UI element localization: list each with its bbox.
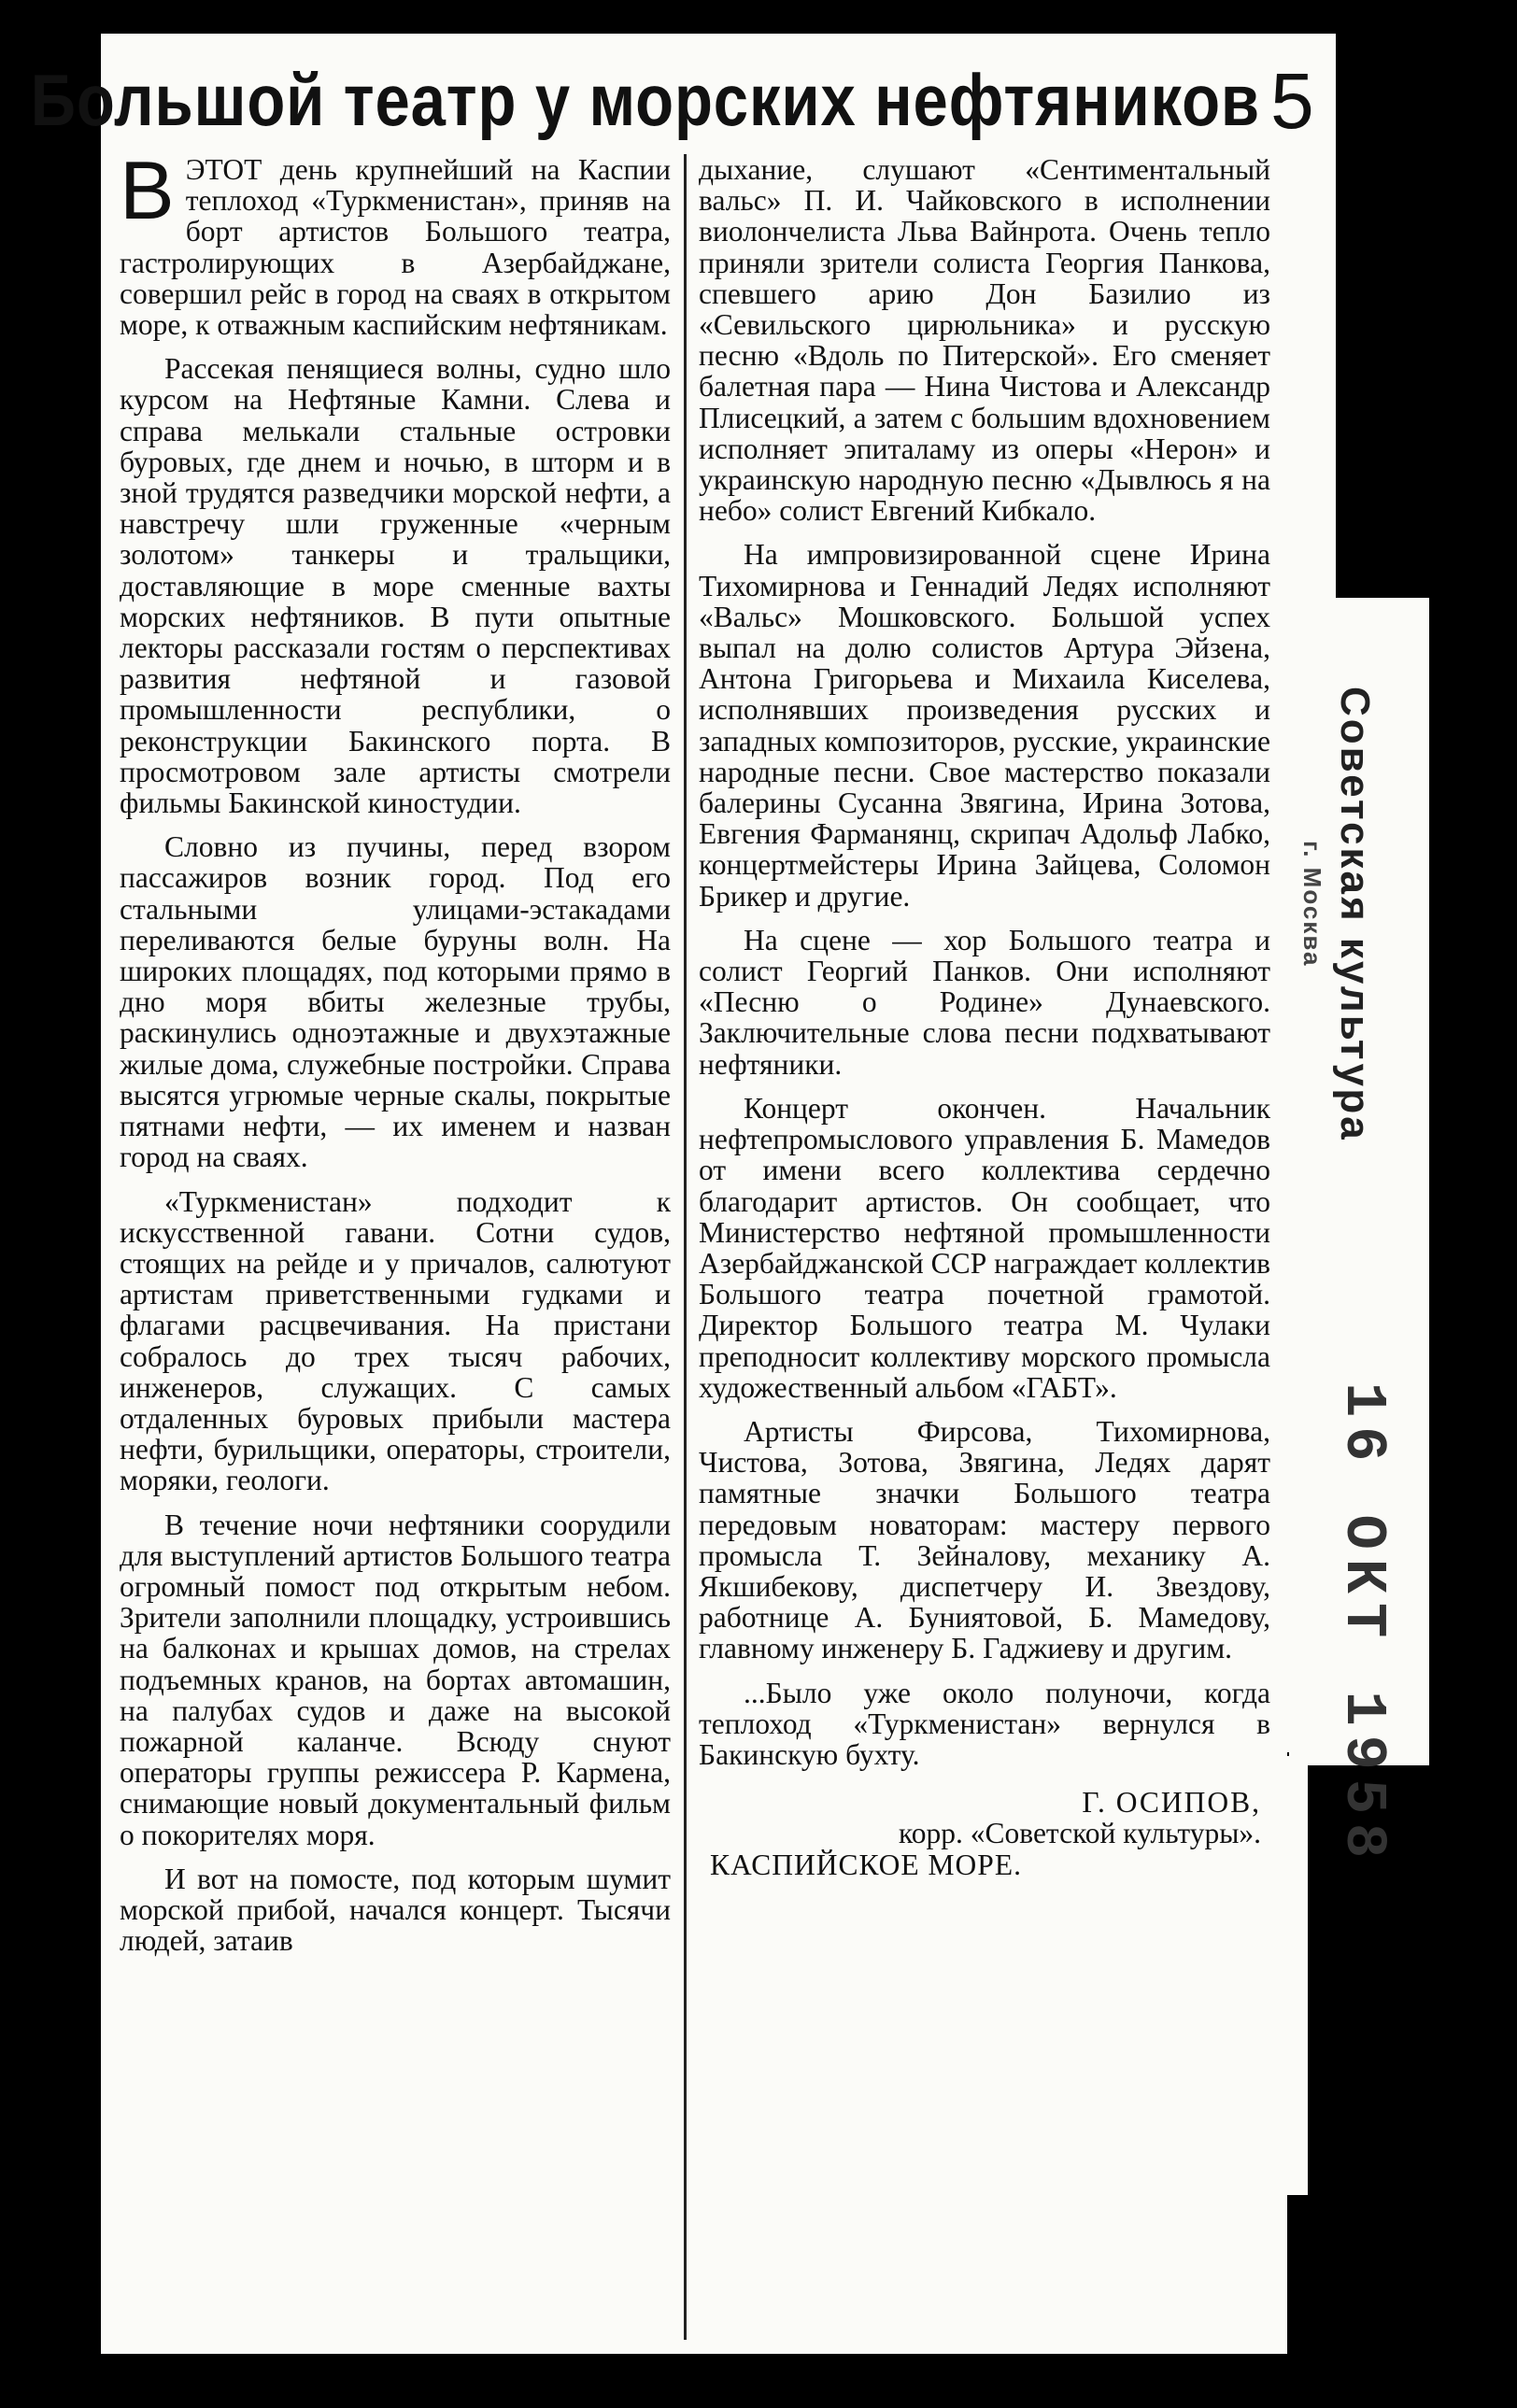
- drop-cap: В: [120, 144, 175, 236]
- paragraph: ВЭТОТ день крупнейший на Каспии теплоход «Туркменистан», приняв на борт артистов Большого театра, гастролирующих в Азербайджане, совершил рейс в город на сваях в открытом море, к отважным каспийским нефтяникам.: [120, 144, 671, 342]
- paragraph: Концерт окончен. Начальник нефтепромыслового управления Б. Мамедов от имени всего коллектива сердечно благодарит артистов. Он сообщает, что Министерство нефтяной промышленности Азербайджанской ССР награждает коллектив Большого театра почетной грамотой. Директор Большого театра М. Чулаки преподносит коллективу морского промысла художественный альбом «ГАБТ».: [699, 1091, 1270, 1404]
- author-name: Г. ОСИПОВ,: [1082, 1786, 1261, 1820]
- paragraph: Рассекая пенящиеся волны, судно шло курсом на Нефтяные Камни. Слева и справа мелькали стальные островки буровых, где днем и ночью, в шторм и в зной трудятся разведчики морской нефти, а навстречу шли груженные «черным золотом» танкеры и тральщики, доставляющие в море сменные вахты морских нефтяников. В пути опытные лекторы рассказали гостям о перспективах развития нефтяной и газовой промышленности республики, о реконструкции Бакинского порта. В просмотровом зале артисты смотрели фильмы Бакинской киностудии.: [120, 352, 671, 820]
- paragraph: И вот на помосте, под которым шумит морской прибой, начался концерт. Тысячи людей, затаив: [120, 1862, 671, 1958]
- paragraph: В течение ночи нефтяники соорудили для выступлений артистов Большого театра огромный помост под открытым небом. Зрители заполнили площадку, устроившись на балконах и крышах домов, на стрелах подъемных кранов, на бортах автомашин, на палубах судов и даже на высокой пожарной каланче. Всюду снуют операторы группы режиссера Р. Кармена, снимающие новый документальный фильм о покорителях моря.: [120, 1508, 671, 1851]
- page-number: 5: [1270, 57, 1314, 145]
- clipping-paper-edge-lower: [1280, 1756, 1308, 2195]
- paragraph: ...Было уже около полуночи, когда теплоход «Туркменистан» вернулся в Бакинскую бухту.: [699, 1676, 1270, 1771]
- article-column-left: [120, 144, 671, 1969]
- masthead-city: г. Москва: [1298, 841, 1326, 968]
- paragraph: На сцене — хор Большого театра и солист Георгий Панков. Они исполняют «Песню о Родине» Дунаевского. Заключительные слова песни подхватывают нефтяники.: [699, 923, 1270, 1081]
- paragraph: дыхание, слушают «Сентиментальный вальс» П. И. Чайковского в исполнении виолончелиста Льва Вайнрота. Очень тепло приняли зрители солиста Георгия Панкова, спевшего арию Дон Базилио из «Севильского цирюльника» и русскую песню «Вдоль по Питерской». Его сменяет балетная пара — Нина Чистова и Александр Плисецкий, а затем с большим вдохновением исполняет эпиталаму из оперы «Нерон» и украинскую народную песню «Дывлюсь я на небо» солист Евгений Кибкало.: [699, 153, 1270, 528]
- headline: Большой театр у морских нефтяников: [30, 58, 1261, 141]
- paragraph: Словно из пучины, перед взором пассажиров возник город. Под его стальными улицами-эстакадами переливаются белые буруны волн. На широких площадях, под которыми прямо в дно моря вбиты железные трубы, раскинулись одноэтажные и двухэтажные жилые дома, служебные постройки. Справа высятся угрюмые черные скалы, покрытые пятнами нефти, — их именем и назван город на сваях.: [120, 830, 671, 1174]
- newspaper-masthead: Советская культура: [1332, 687, 1378, 1142]
- dateline-place: КАСПИЙСКОЕ МОРЕ.: [710, 1848, 1022, 1881]
- date-stamp: 16 ОКТ 1958: [1330, 1382, 1396, 1868]
- paragraph: Артисты Фирсова, Тихомирнова, Чистова, Зотова, Звягина, Ледях дарят памятные значки Большого театра передовым новаторам: мастеру первого промысла Т. Зейналову, механику А. Якшибекову, диспетчеру И. Звездову, работнице А. Буниятовой, Б. Мамедову, главному инженеру Б. Гаджиеву и другим.: [699, 1414, 1270, 1665]
- article-column-right: [699, 154, 1270, 1880]
- column-divider: [684, 154, 687, 2340]
- paragraph: «Туркменистан» подходит к искусственной гавани. Сотни судов, стоящих на рейде и у причалов, салютуют артистам приветственными гудками и флагами расцвечивания. На пристани собралось до трех тысяч рабочих, инженеров, служащих. С самых отдаленных буровых прибыли мастера нефти, бурильщики, операторы, строители, моряки, геологи.: [120, 1184, 671, 1497]
- author-role: корр. «Советской культуры».: [899, 1817, 1261, 1850]
- paragraph: На импровизированной сцене Ирина Тихомирнова и Геннадий Ледях исполняют «Вальс» Мошковского. Большой успех выпал на долю солистов Артура Эйзена, Антона Григорьева и Михаила Киселева, исполнявших произведения русских и западных композиторов, русские, украинские народные песни. Свое мастерство показали балерины Сусанна Звягина, Ирина Зотова, Евгения Фарманянц, скрипач Адольф Лабко, концертмейстеры Ирина Зайцева, Соломон Брикер и другие.: [699, 538, 1271, 913]
